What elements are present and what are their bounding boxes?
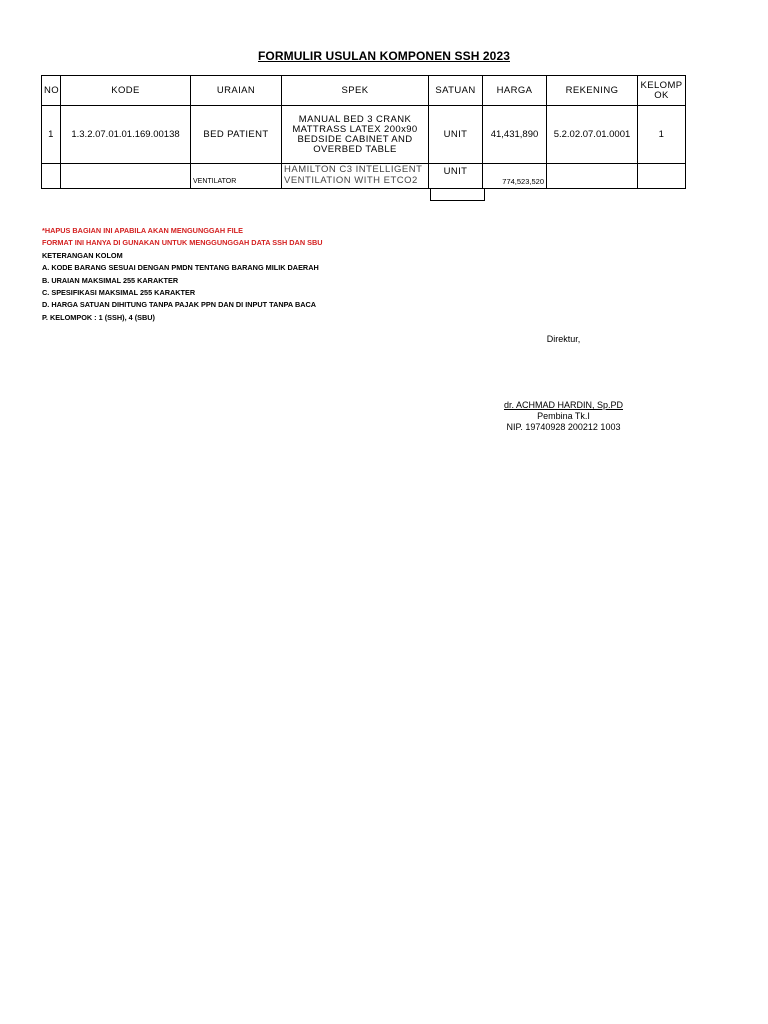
- signature-rank: Pembina Tk.I: [537, 411, 590, 421]
- signature-name: dr. ACHMAD HARDIN, Sp.PD: [503, 400, 624, 410]
- cell-satuan: UNIT: [429, 164, 483, 189]
- note-item: D. HARGA SATUAN DIHITUNG TANPA PAJAK PPN DAN DI INPUT TANPA BACA: [42, 300, 317, 310]
- cell-spek: HAMILTON C3 INTELLIGENT VENTILATION WITH ETCO2: [282, 164, 429, 189]
- table-row: [42, 106, 686, 164]
- note-item: C. SPESIFIKASI MAKSIMAL 255 KARAKTER: [42, 288, 196, 298]
- note-item: B. URAIAN MAKSIMAL 255 KARAKTER: [42, 275, 179, 285]
- cell-kode: [61, 164, 191, 189]
- cell-harga: 41,431,890: [483, 106, 547, 164]
- cell-no: [42, 164, 61, 189]
- warning-note: *HAPUS BAGIAN INI APABILA AKAN MENGUNGGAH FILE: [42, 226, 243, 235]
- cell-harga: 774,523,520: [483, 164, 547, 189]
- form-title: FORMULIR USULAN KOMPONEN SSH 2023: [258, 49, 510, 63]
- header-kode: KODE: [61, 76, 191, 106]
- cell-uraian: BED PATIENT: [191, 106, 282, 164]
- ssh-table: [41, 75, 686, 189]
- cell-spek: MANUAL BED 3 CRANK MATTRASS LATEX 200x90 BEDSIDE CABINET AND OVERBED TABLE: [282, 106, 429, 164]
- table-header-row: [42, 76, 686, 106]
- notes-block: [42, 225, 323, 324]
- notes-heading: KETERANGAN KOLOM: [42, 250, 123, 260]
- header-kelompok: KELOMPOK: [638, 76, 686, 106]
- cell-rekening: 5.2.02.07.01.0001: [547, 106, 638, 164]
- note-item: P. KELOMPOK : 1 (SSH), 4 (SBU): [42, 312, 155, 322]
- signature-role: Direktur,: [546, 334, 581, 344]
- cell-rekening: [547, 164, 638, 189]
- note-item: A. KODE BARANG SESUAI DENGAN PMDN TENTANG BARANG MILIK DAERAH: [42, 263, 319, 273]
- empty-cell-box: [430, 188, 485, 201]
- cell-no: 1: [42, 106, 61, 164]
- header-harga: HARGA: [483, 76, 547, 106]
- cell-kelompok: 1: [638, 106, 686, 164]
- header-no: NO: [42, 76, 61, 106]
- signature-nip: NIP. 19740928 200212 1003: [506, 422, 621, 432]
- cell-uraian: VENTILATOR: [191, 164, 282, 189]
- format-note: FORMAT INI HANYA DI GUNAKAN UNTUK MENGGUNGGAH DATA SSH DAN SBU: [42, 238, 323, 248]
- cell-kode: 1.3.2.07.01.01.169.00138: [61, 106, 191, 164]
- header-uraian: URAIAN: [191, 76, 282, 106]
- header-spek: SPEK: [282, 76, 429, 106]
- table-row: [42, 164, 686, 189]
- header-rekening: REKENING: [547, 76, 638, 106]
- cell-kelompok: [638, 164, 686, 189]
- header-satuan: SATUAN: [429, 76, 483, 106]
- cell-satuan: UNIT: [429, 106, 483, 164]
